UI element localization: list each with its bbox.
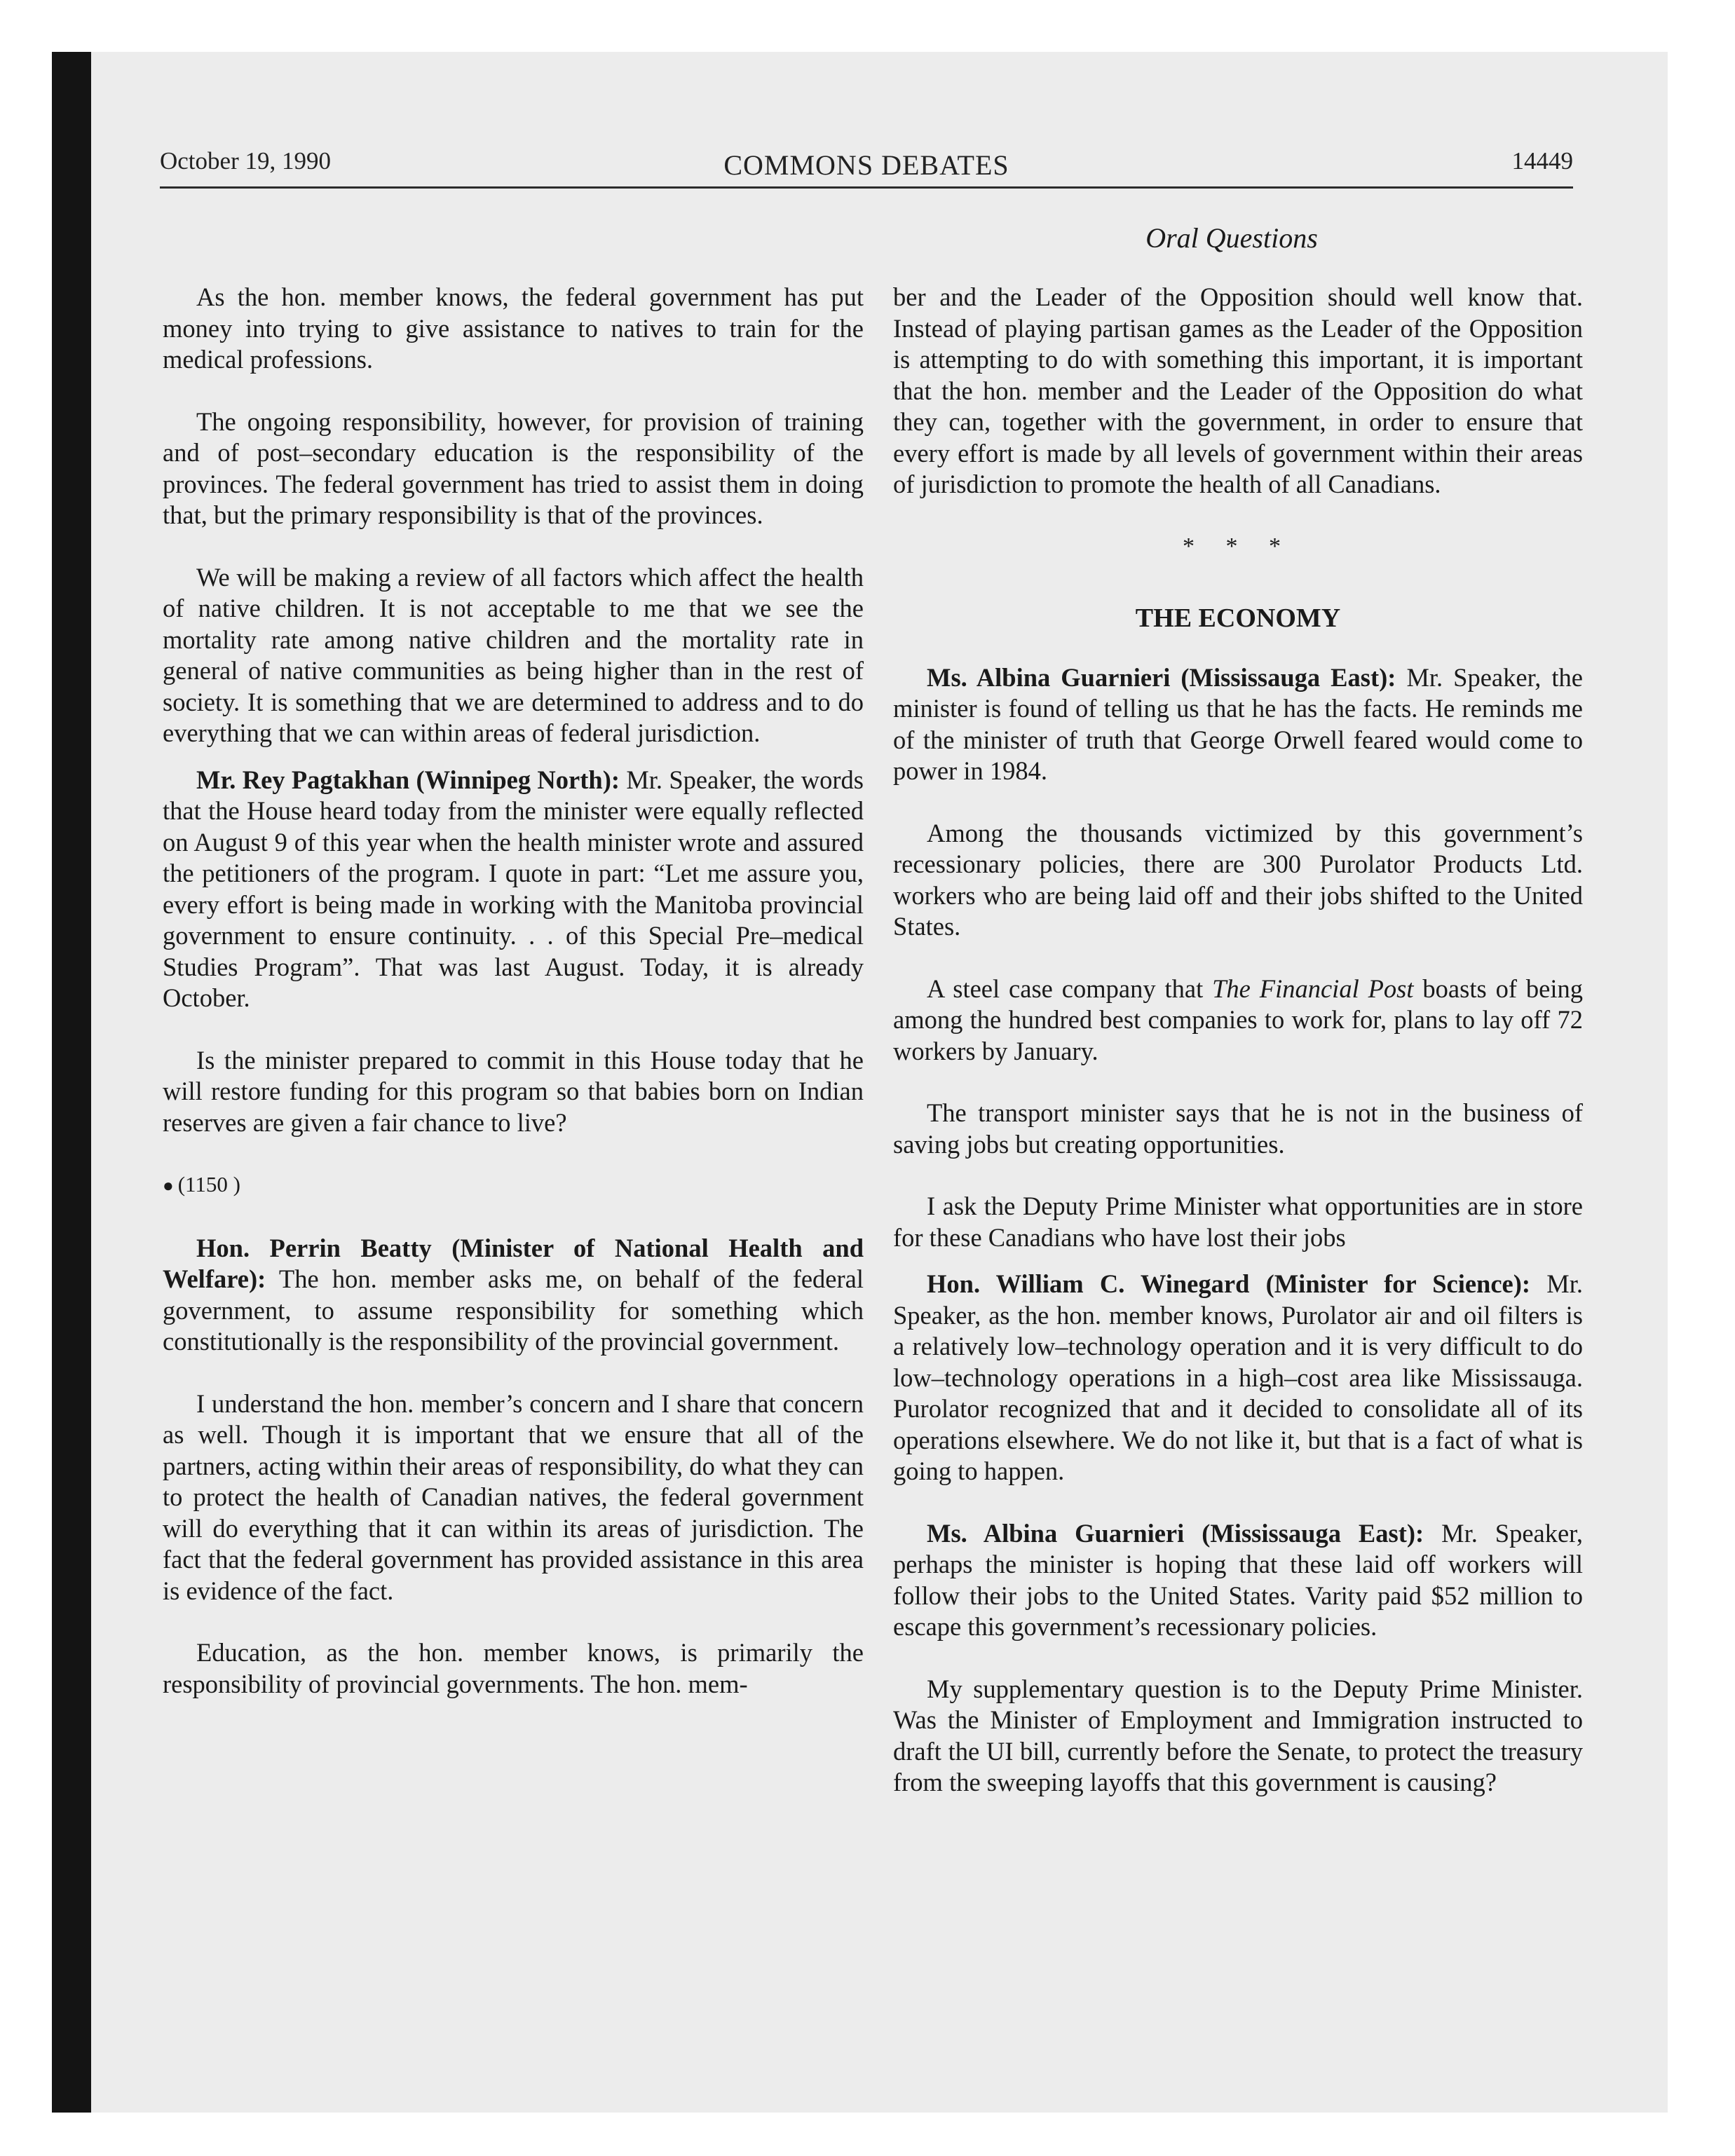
paragraph: Among the thousands victimized by this government’s recessionary policies, there are 300 Purolator Products Ltd. workers who are being laid off and their jobs shifted to the United States. [893, 818, 1583, 941]
speech [163, 765, 864, 1014]
paragraph: We will be making a review of all factors which affect the health of native children. It is not acceptable to me that we see the mortality rate among native children and the mortality rate in general of native communities as being higher than in the rest of society. It is something that we are determined to address and to do everything that we can within areas of federal jurisdiction. [163, 562, 864, 747]
section-separator: * * * [1183, 533, 1293, 559]
speaker-name: Mr. Rey Pagtakhan (Winnipeg North): [196, 765, 620, 794]
speaker-name: Ms. Albina Guarnieri (Mississauga East): [927, 662, 1396, 692]
speech-text: Mr. Speaker, the minister is found of telling us that he has the facts. He reminds me of the minister of truth that George Orwell feared would come to power in 1984. [893, 662, 1583, 785]
header-page-number: 14449 [1511, 147, 1573, 175]
paragraph: The ongoing responsibility, however, for provision of training and of post–secondary education is the responsibility of the provinces. The federal government has tried to assist them in doing that, but the primary responsibility is that of the provinces. [163, 407, 864, 529]
speaker-name: Hon. Perrin Beatty (Minister of National Health and Welfare): [163, 1233, 864, 1293]
paragraph: Education, as the hon. member knows, is primarily the responsibility of provincial governments. The hon. mem- [163, 1638, 864, 1698]
paragraph: Is the minister prepared to commit in this House today that he will restore funding for this program so that babies born on Indian reserves are given a fair chance to live? [163, 1045, 864, 1137]
time-marker-text: (1150 ) [177, 1172, 240, 1196]
section-heading: THE ECONOMY [1135, 603, 1341, 633]
speech [893, 662, 1583, 787]
speech-text: The hon. member asks me, on behalf of the federal government, to assume responsibility for something which constitutionally is the responsibility of the provincial government. [163, 1264, 864, 1356]
speech [893, 1269, 1583, 1487]
header-title: COMMONS DEBATES [723, 149, 1009, 181]
header-date: October 19, 1990 [160, 147, 331, 175]
paragraph [893, 974, 1583, 1067]
speech-text: Mr. Speaker, perhaps the minister is hoping that these laid off workers will follow their jobs to the United States. Varity paid $52 million to escape this government’s recessionary policies. [893, 1518, 1583, 1641]
speaker-name: Hon. William C. Winegard (Minister for Science): [927, 1269, 1531, 1298]
time-marker [163, 1169, 864, 1202]
right-column [893, 282, 1583, 1829]
speech [163, 1233, 864, 1358]
left-column [163, 282, 864, 1731]
paragraph: My supplementary question is to the Deputy Prime Minister. Was the Minister of Employment and Immigration instructed to draft the UI bill, currently before the Senate, to protect the treasury from the sweeping layoffs that this government is causing? [893, 1674, 1583, 1796]
paragraph: As the hon. member knows, the federal government has put money into trying to give assistance to natives to train for the medical professions. [163, 282, 864, 374]
section-label: Oral Questions [1145, 222, 1318, 254]
bullet-icon: ● [163, 1175, 174, 1196]
speech-text: Mr. Speaker, the words that the House heard today from the minister were equally reflected on August 9 of this year when the health minister wrote and assured the petitioners of the program. I quote in part: “Let me assure you, every effort is being made in working with the Manitoba provincial government to ensure continuity. . . of this Special Pre–medical Studies Program”. That was last August. Today, it is already October. [163, 765, 864, 1012]
speaker-name: Ms. Albina Guarnieri (Mississauga East): [927, 1518, 1424, 1548]
paragraph: ber and the Leader of the Opposition should well know that. Instead of playing partisan games as the Leader of the Opposition is attempting to do with something this important, it is important that the hon. member and the Leader of the Opposition do what they can, together with the government, in order to ensure that every effort is made by all levels of government within their areas of jurisdiction to promote the health of all Canadians. [893, 282, 1583, 498]
paragraph: I ask the Deputy Prime Minister what opportunities are in store for these Canadians who have lost their jobs [893, 1192, 1583, 1252]
paragraph: The transport minister says that he is not in the business of saving jobs but creating opportunities. [893, 1098, 1583, 1159]
paragraph-text: boasts of being among the hundred best companies to work for, plans to lay off 72 workers by January. [893, 974, 1583, 1065]
publication-title: The Financial Post [1212, 974, 1414, 1003]
header-rule [160, 186, 1573, 189]
speech [893, 1518, 1583, 1643]
page-header [160, 144, 1573, 186]
paragraph-text: A steel case company that [927, 974, 1213, 1003]
scan-edge-bar [52, 52, 91, 2113]
paragraph: I understand the hon. member’s concern and I share that concern as well. Though it is important that we ensure that all of the partners, acting within their areas of responsibility, do what they can to protect the health of Canadian natives, the federal government will do everything that it can within its areas of jurisdiction. The fact that the federal government has provided assistance in this area is evidence of the fact. [163, 1389, 864, 1605]
speech-text: Mr. Speaker, as the hon. member knows, Purolator air and oil filters is a relatively low–technology operation and it is very difficult to do low–technology operations in a high–cost area like Mississauga. Purolator recognized that and it decided to consolidate all of its operations elsewhere. We do not like it, but that is a fact of what is going to happen. [893, 1269, 1583, 1485]
